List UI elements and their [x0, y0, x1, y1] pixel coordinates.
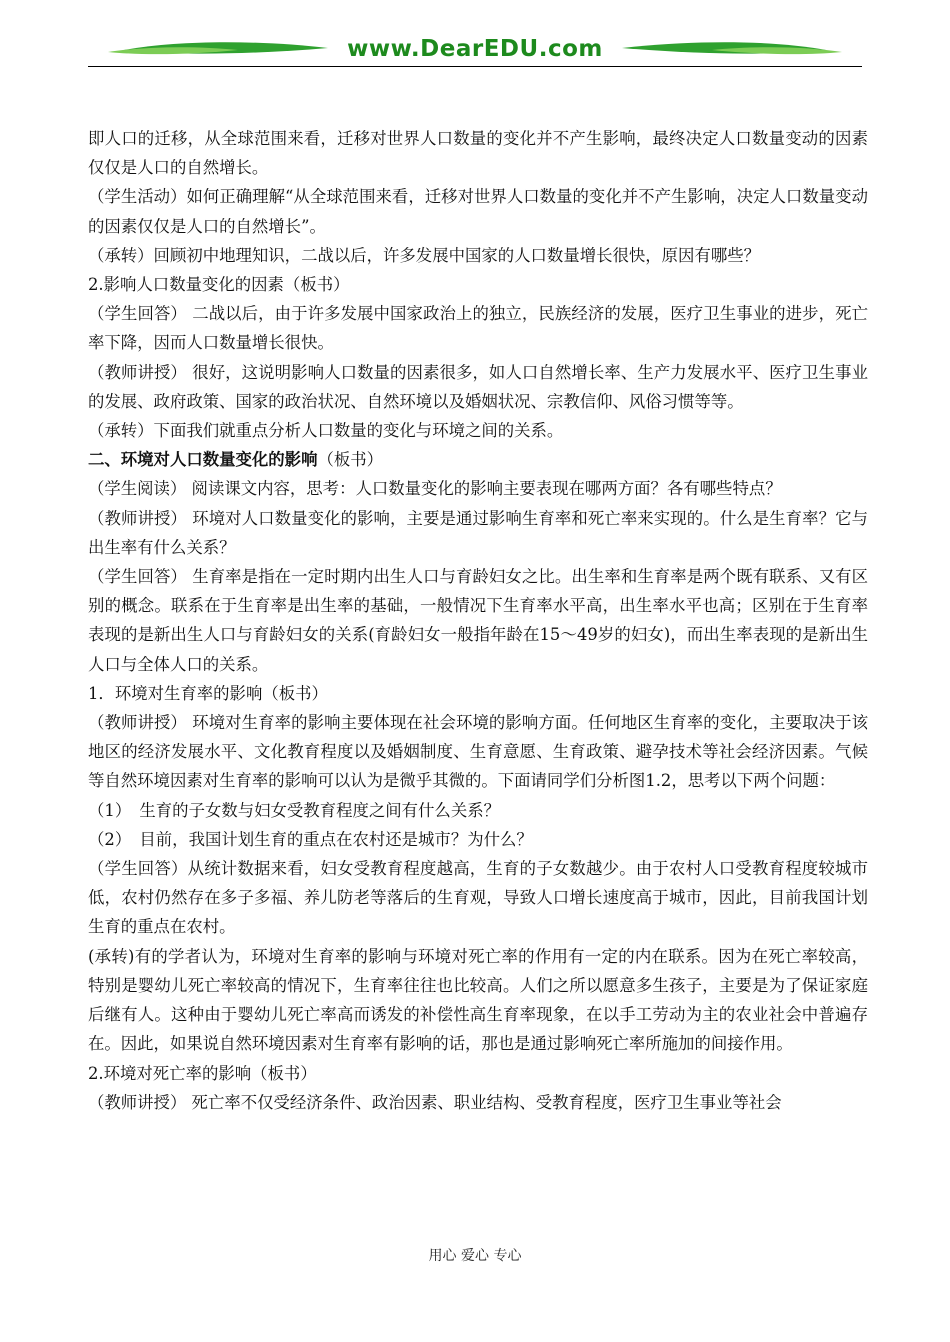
paragraph: （学生回答） 生育率是指在一定时期内出生人口与育龄妇女之比。出生率和生育率是两个既有联系、又有区别的概念。联系在于生育率是出生率的基础，一般情况下生育率水平高，出生率水平也高；区别在于生育率表现的是新出生人口与育龄妇女的关系(育龄妇女一般指年龄在15～49岁的妇女)，而出生率表现的是新出生人口与全体人口的关系。	[88, 567, 868, 674]
page-header	[88, 32, 862, 68]
paragraph: (承转)有的学者认为，环境对生育率的影响与环境对死亡率的作用有一定的内在联系。因为在死亡率较高，特别是婴幼儿死亡率较高的情况下，生育率往往也比较高。人们之所以愿意多生孩子，主要是为了保证家庭后继有人。这种由于婴幼儿死亡率高而诱发的补偿性高生育率现象，在以手工劳动为主的农业社会中普遍存在。因此，如果说自然环境因素对生育率有影响的话，那也是通过影响死亡率所施加的间接作用。	[88, 946, 868, 1054]
question-item: （1） 生育的子女数与妇女受教育程度之间有什么关系？	[88, 800, 500, 820]
paragraph: （学生回答）从统计数据来看，妇女受教育程度越高，生育的子女数越少。由于农村人口受教育程度较城市低，农村仍然存在多子多福、养儿防老等落后的生育观，导致人口增长速度高于城市，因此，目前我国计划生育的重点在农村。	[88, 859, 868, 937]
question-item: （2） 目前，我国计划生育的重点在农村还是城市？为什么？	[88, 829, 533, 849]
subheading: 1．环境对生育率的影响（板书）	[88, 683, 328, 703]
paragraph: 即人口的迁移，从全球范围来看，迁移对世界人口数量的变化并不产生影响，最终决定人口数量变动的因素仅仅是人口的自然增长。	[88, 129, 868, 178]
paragraph: （教师讲授） 死亡率不仅受经济条件、政治因素、职业结构、受教育程度，医疗卫生事业等社会	[88, 1092, 782, 1112]
paragraph: （承转）下面我们就重点分析人口数量的变化与环境之间的关系。	[88, 421, 564, 441]
paragraph: （教师讲授） 很好，这说明影响人口数量的因素很多，如人口自然增长率、生产力发展水平、医疗卫生事业的发展、政府政策、国家的政治状况、自然环境以及婚姻状况、宗教信仰、风俗习惯等等。	[88, 362, 868, 411]
paragraph: （教师讲授） 环境对人口数量变化的影响，主要是通过影响生育率和死亡率来实现的。什么是生育率？它与出生率有什么关系？	[88, 508, 868, 557]
section-heading	[88, 445, 868, 474]
paragraph: （教师讲授） 环境对生育率的影响主要体现在社会环境的影响方面。任何地区生育率的变化，主要取决于该地区的经济发展水平、文化教育程度以及婚姻制度、生育意愿、生育政策、避孕技术等社会经济因素。气候等自然环境因素对生育率的影响可以认为是微乎其微的。下面请同学们分析图1.2，思考以下两个问题：	[88, 713, 868, 791]
paragraph: （学生阅读） 阅读课文内容，思考：人口数量变化的影响主要表现在哪两方面？各有哪些特点？	[88, 479, 782, 499]
header-divider	[88, 66, 862, 67]
subheading: 2.影响人口数量变化的因素（板书）	[88, 275, 350, 295]
subheading: 2.环境对死亡率的影响（板书）	[88, 1063, 317, 1083]
page-footer: 用心 爱心 专心	[428, 1248, 522, 1264]
paragraph: （学生回答） 二战以后，由于许多发展中国家政治上的独立，民族经济的发展，医疗卫生事业的进步，死亡率下降，因而人口数量增长很快。	[88, 304, 868, 353]
document-body	[88, 124, 868, 1117]
paragraph: （学生活动）如何正确理解“从全球范围来看，迁移对世界人口数量的变化并不产生影响，决定人口数量变动的因素仅仅是人口的自然增长”。	[88, 187, 868, 236]
section-heading-bold: 二、环境对人口数量变化的影响	[88, 450, 318, 470]
paragraph: （承转）回顾初中地理知识，二战以后，许多发展中国家的人口数量增长很快，原因有哪些？	[88, 245, 761, 265]
section-heading-rest: （板书）	[317, 450, 384, 470]
site-logo-text: www.DearEDU.com	[347, 36, 603, 62]
